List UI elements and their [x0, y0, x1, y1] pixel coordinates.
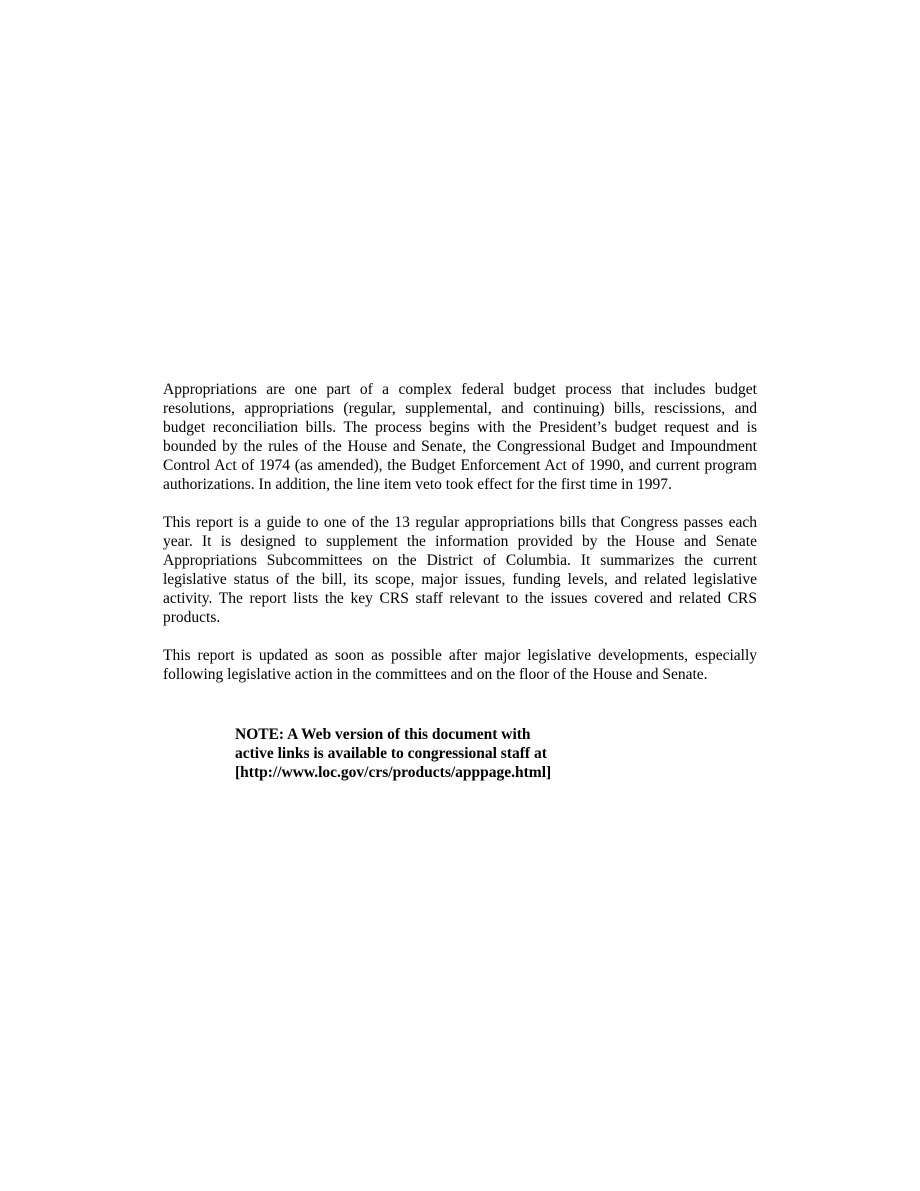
paragraph-report-guide: This report is a guide to one of the 13 regular appropriations bills that Congress passes each year. It is designed to supplement the information provided by the House and Senate Appropriations Subcommittees on the District of Columbia. It summarizes the current legislative status of the bill, its scope, major issues, funding levels, and related legislative activity. The report lists the key CRS staff relevant to the issues covered and related CRS products.: [163, 514, 757, 626]
note-line-2: active links is available to congressional staff at: [235, 745, 547, 762]
note-line-1: NOTE: A Web version of this document with: [235, 726, 531, 743]
paragraph-budget-process: Appropriations are one part of a complex federal budget process that includes budget resolutions, appropriations (regular, supplemental, and continuing) bills, rescissions, and budget reconciliation bills. The process begins with the President’s budget request and is bounded by the rules of the House and Senate, the Congressional Budget and Impoundment Control Act of 1974 (as amended), the Budget Enforcement Act of 1990, and current program authorizations. In addition, the line item veto took effect for the first time in 1997.: [163, 381, 757, 493]
note-link-text: [http://www.loc.gov/crs/products/apppage.html]: [235, 764, 552, 781]
paragraph-update-policy: This report is updated as soon as possible after major legislative developments, especially following legislative action in the committees and on the floor of the House and Senate.: [163, 647, 757, 683]
body-text: [163, 380, 757, 703]
web-version-note: [235, 725, 665, 782]
